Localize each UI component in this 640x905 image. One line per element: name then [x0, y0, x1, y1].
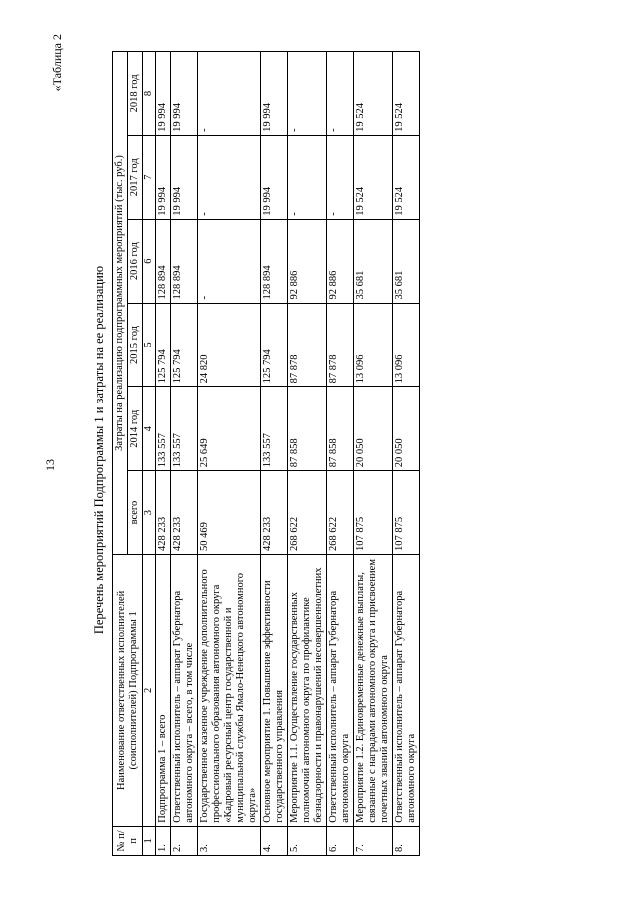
row-2018: 19 524 — [393, 52, 420, 136]
row-2017: 19 994 — [171, 135, 198, 219]
table-row — [156, 52, 171, 856]
row-num: 3. — [198, 826, 261, 855]
header-num: № п/п — [113, 826, 143, 855]
row-num: 6. — [327, 826, 354, 855]
table-row — [261, 52, 288, 856]
row-num: 4. — [261, 826, 288, 855]
row-2015: 13 096 — [393, 303, 420, 387]
header-total: всего — [128, 471, 143, 555]
column-number: 3 — [143, 471, 156, 555]
row-num: 5. — [288, 826, 327, 855]
row-2018: - — [327, 52, 354, 136]
table-row — [354, 52, 393, 856]
row-2014: 133 557 — [156, 387, 171, 471]
row-2016: 128 894 — [156, 219, 171, 303]
row-2015: 125 794 — [261, 303, 288, 387]
column-number: 6 — [143, 219, 156, 303]
column-number: 1 — [143, 826, 156, 855]
row-2015: 87 878 — [288, 303, 327, 387]
row-2015: 125 794 — [156, 303, 171, 387]
row-2018: - — [288, 52, 327, 136]
row-2014: 20 050 — [354, 387, 393, 471]
column-numbers-row — [143, 52, 156, 856]
row-total: 428 233 — [156, 471, 171, 555]
row-num: 2. — [171, 826, 198, 855]
row-name: Ответственный исполнитель – аппарат Губернатора автономного округа — [393, 555, 420, 827]
column-number: 4 — [143, 387, 156, 471]
row-2017: - — [288, 135, 327, 219]
page-number: 13 — [43, 459, 57, 471]
rotated-page — [36, 30, 596, 870]
column-number: 7 — [143, 135, 156, 219]
row-total: 428 233 — [261, 471, 288, 555]
column-number: 8 — [143, 52, 156, 136]
row-2014: 87 858 — [327, 387, 354, 471]
table-row — [327, 52, 354, 856]
row-2018: 19 994 — [261, 52, 288, 136]
row-num: 1. — [156, 826, 171, 855]
header-year: 2018 год — [128, 52, 143, 136]
row-2018: 19 994 — [171, 52, 198, 136]
row-name: Мероприятие 1.2. Единовременные денежные выплаты, связанные с наградами автономного округа и присвоением почетных званий автономного округа — [354, 555, 393, 827]
row-total: 107 875 — [354, 471, 393, 555]
table-row — [393, 52, 420, 856]
table-title: Перечень мероприятий Подпрограммы 1 и затраты на ее реализацию — [92, 265, 106, 635]
row-num: 8. — [393, 826, 420, 855]
row-total: 268 622 — [327, 471, 354, 555]
row-2016: 128 894 — [261, 219, 288, 303]
row-2017: 19 994 — [261, 135, 288, 219]
row-2014: 133 557 — [171, 387, 198, 471]
row-2014: 133 557 — [261, 387, 288, 471]
program-costs-table — [112, 51, 420, 856]
row-name: Ответственный исполнитель – аппарат Губернатора автономного округа — [327, 555, 354, 827]
header-year: 2014 год — [128, 387, 143, 471]
row-2016: 128 894 — [171, 219, 198, 303]
header-year: 2016 год — [128, 219, 143, 303]
row-2016: 92 886 — [327, 219, 354, 303]
row-2017: 19 524 — [393, 135, 420, 219]
row-2016: - — [198, 219, 261, 303]
row-2017: - — [198, 135, 261, 219]
row-2018: 19 524 — [354, 52, 393, 136]
row-name: Основное мероприятие 1. Повышение эффективности государственного управления — [261, 555, 288, 827]
row-2015: 24 820 — [198, 303, 261, 387]
row-name: Ответственный исполнитель – аппарат Губернатора автономного округа – всего, в том числе — [171, 555, 198, 827]
row-2014: 20 050 — [393, 387, 420, 471]
row-2015: 13 096 — [354, 303, 393, 387]
row-2018: - — [198, 52, 261, 136]
row-name: Мероприятие 1.1. Осуществление государственных полномочий автономного округа по профилактике безнадзорности и правонарушений несовершеннолетних — [288, 555, 327, 827]
header-year: 2015 год — [128, 303, 143, 387]
row-total: 50 469 — [198, 471, 261, 555]
row-2016: 92 886 — [288, 219, 327, 303]
row-2015: 87 878 — [327, 303, 354, 387]
table-row — [288, 52, 327, 856]
column-number: 5 — [143, 303, 156, 387]
row-2017: - — [327, 135, 354, 219]
row-2016: 35 681 — [393, 219, 420, 303]
header-costs: Затраты на реализацию подпрограммных мероприятий (тыс. руб.) — [113, 52, 128, 555]
column-number: 2 — [143, 555, 156, 827]
row-2017: 19 524 — [354, 135, 393, 219]
row-2017: 19 994 — [156, 135, 171, 219]
table-row — [171, 52, 198, 856]
row-name: Государственное казенное учреждение дополнительного профессионального образования автономного округа «Кадровый ресурсный центр государственной и муниципальной службы Ямало-Ненецкого автономного округа» — [198, 555, 261, 827]
row-2014: 87 858 — [288, 387, 327, 471]
row-2015: 125 794 — [171, 303, 198, 387]
row-num: 7. — [354, 826, 393, 855]
header-name: Наименование ответственных исполнителей (соисполнителей) Подпрограммы 1 — [113, 555, 143, 827]
row-total: 428 233 — [171, 471, 198, 555]
row-2016: 35 681 — [354, 219, 393, 303]
table-row — [198, 52, 261, 856]
row-total: 107 875 — [393, 471, 420, 555]
table-label: «Таблица 2 — [50, 34, 64, 92]
row-2014: 25 649 — [198, 387, 261, 471]
row-total: 268 622 — [288, 471, 327, 555]
row-name: Подпрограмма 1 – всего — [156, 555, 171, 827]
header-year: 2017 год — [128, 135, 143, 219]
row-2018: 19 994 — [156, 52, 171, 136]
